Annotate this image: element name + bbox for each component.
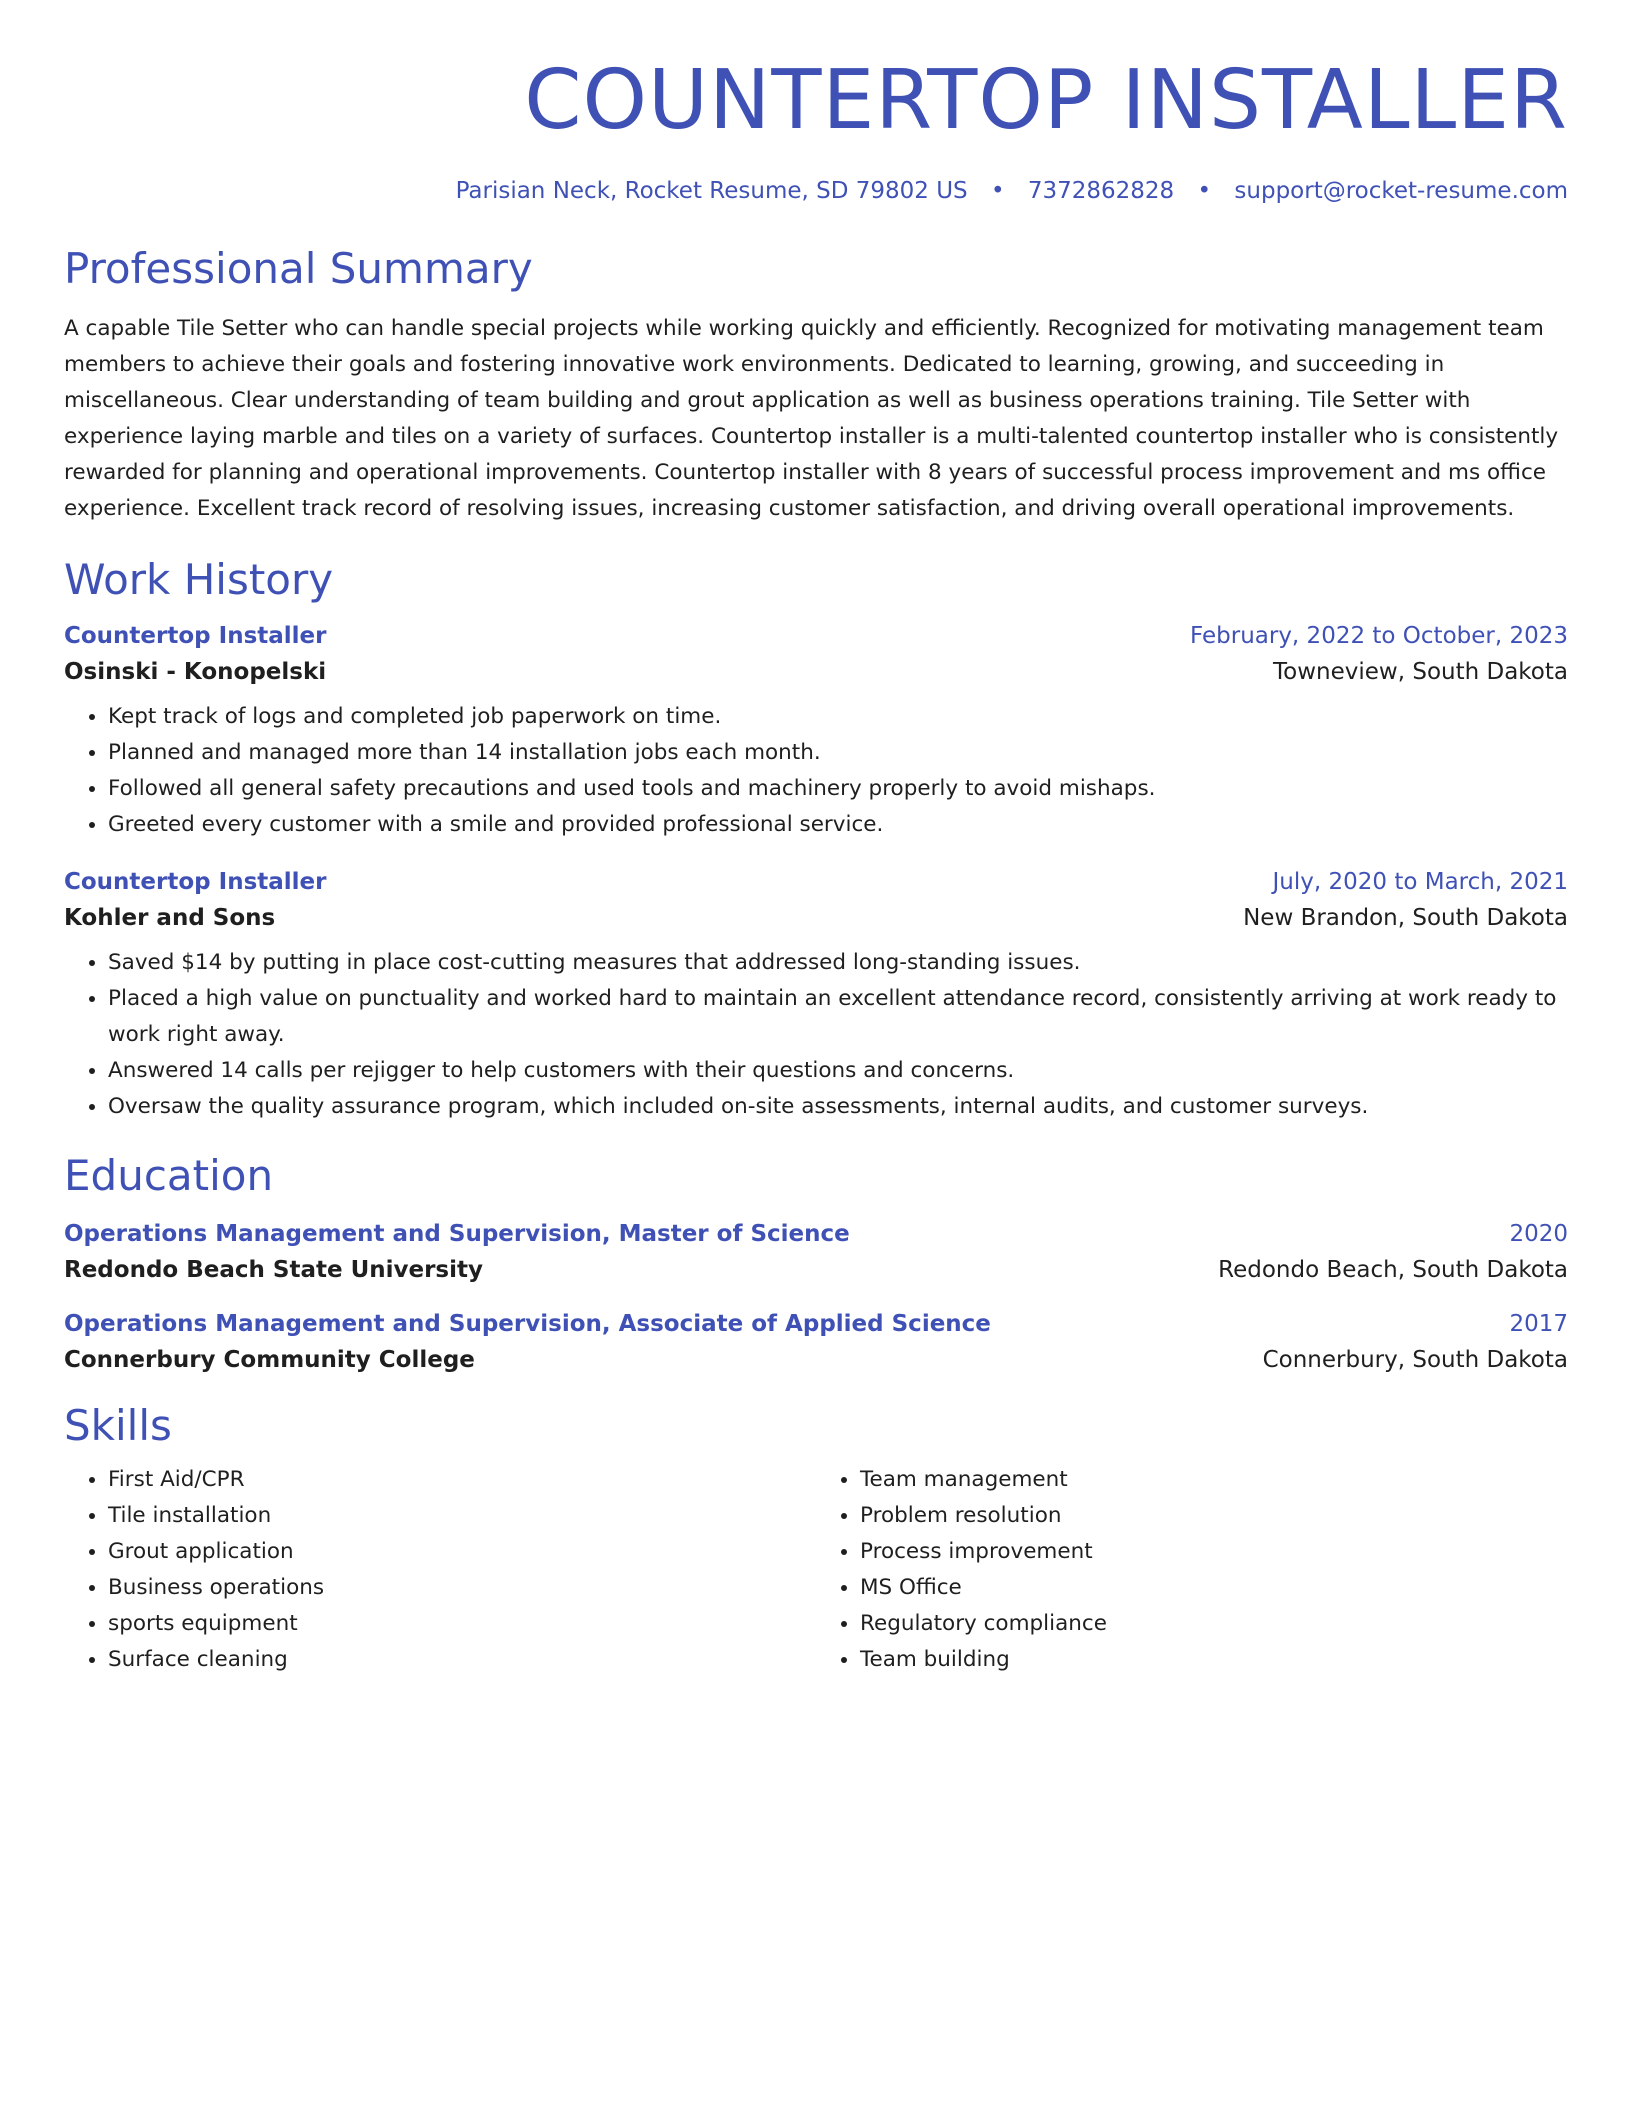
job-bullet: • Followed all general safety precautions and used tools and machinery properly to avoid mishaps. bbox=[108, 771, 1568, 807]
job-entry bbox=[64, 869, 1568, 1125]
job-company-row bbox=[64, 659, 1568, 685]
school-row bbox=[64, 1257, 1568, 1283]
skill-item: • MS Office bbox=[860, 1570, 1568, 1606]
job-dates: February, 2022 to October, 2023 bbox=[1190, 622, 1568, 649]
job-title: Countertop Installer bbox=[64, 868, 327, 895]
contact-separator: • bbox=[1197, 178, 1212, 205]
skill-item: • Regulatory compliance bbox=[860, 1606, 1568, 1642]
degree-title: Operations Management and Supervision, Master of Science bbox=[64, 1221, 850, 1248]
education-section bbox=[64, 1151, 1568, 1373]
job-location: Towneview, South Dakota bbox=[1273, 658, 1568, 685]
skills-heading: Skills bbox=[64, 1401, 172, 1451]
skills-list-right bbox=[816, 1462, 1568, 1678]
job-location: New Brandon, South Dakota bbox=[1243, 904, 1568, 931]
summary-section bbox=[64, 244, 1568, 526]
degree-title: Operations Management and Supervision, Associate of Applied Science bbox=[64, 1311, 991, 1338]
job-bullet: • Kept track of logs and completed job paperwork on time. bbox=[108, 699, 1568, 735]
summary-text: A capable Tile Setter who can handle special projects while working quickly and efficiently. Recognized for motivating management team members to achieve their goals and fostering innovative work environments. Dedicated to learning, growing, and succeeding in miscellaneous. Clear understanding of team building and grout application as well as business operations training. Tile Setter with experience laying marble and tiles on a variety of surfaces. Countertop installer is a multi-talented countertop installer who is consistently rewarded for planning and operational improvements. Countertop installer with 8 years of successful process improvement and ms office experience. Excellent track record of resolving issues, increasing customer satisfaction, and driving overall operational improvements. bbox=[64, 315, 1559, 521]
skills-list-left bbox=[64, 1462, 816, 1678]
job-entry bbox=[64, 623, 1568, 843]
education-entry bbox=[64, 1311, 1568, 1373]
degree-row bbox=[64, 1221, 1568, 1247]
school-location: Connerbury, South Dakota bbox=[1262, 1347, 1568, 1374]
degree-row bbox=[64, 1311, 1568, 1337]
work-history-section bbox=[64, 555, 1568, 1125]
job-bullet: • Placed a high value on punctuality and worked hard to maintain an excellent attendance record, consistently arriving at work ready to work right away. bbox=[108, 981, 1568, 1053]
job-bullet: • Greeted every customer with a smile and provided professional service. bbox=[108, 807, 1568, 843]
degree-year: 2020 bbox=[1509, 1221, 1568, 1248]
contact-address: Parisian Neck, Rocket Resume, SD 79802 US bbox=[455, 178, 968, 205]
resume-header bbox=[64, 53, 1568, 205]
school-name: Connerbury Community College bbox=[64, 1347, 475, 1374]
skill-item: • sports equipment bbox=[108, 1606, 816, 1642]
skill-item: • Tile installation bbox=[108, 1498, 816, 1534]
skills-section bbox=[64, 1401, 1568, 1677]
skill-item: • Team management bbox=[860, 1462, 1568, 1498]
summary-heading: Professional Summary bbox=[64, 244, 533, 294]
education-heading: Education bbox=[64, 1150, 274, 1200]
contact-email[interactable]: support@rocket-resume.com bbox=[1234, 178, 1568, 205]
skill-item: • Surface cleaning bbox=[108, 1642, 816, 1678]
skill-item: • Process improvement bbox=[860, 1534, 1568, 1570]
job-company-row bbox=[64, 905, 1568, 931]
job-title: Countertop Installer bbox=[64, 622, 327, 649]
candidate-name: COUNTERTOP INSTALLER bbox=[524, 53, 1568, 148]
job-bullets bbox=[64, 945, 1568, 1125]
skills-grid bbox=[64, 1462, 1568, 1678]
job-dates: July, 2020 to March, 2021 bbox=[1272, 868, 1568, 895]
job-company: Osinski - Konopelski bbox=[64, 658, 327, 685]
job-bullets bbox=[64, 699, 1568, 843]
job-company: Kohler and Sons bbox=[64, 904, 276, 931]
degree-year: 2017 bbox=[1509, 1311, 1568, 1338]
job-bullet: • Saved $14 by putting in place cost-cutting measures that addressed long-standing issues. bbox=[108, 945, 1568, 981]
contact-line bbox=[64, 178, 1568, 204]
skill-item: • Grout application bbox=[108, 1534, 816, 1570]
job-bullet: • Answered 14 calls per rejigger to help customers with their questions and concerns. bbox=[108, 1053, 1568, 1089]
school-name: Redondo Beach State University bbox=[64, 1257, 483, 1284]
school-row bbox=[64, 1347, 1568, 1373]
school-location: Redondo Beach, South Dakota bbox=[1218, 1257, 1568, 1284]
job-title-row bbox=[64, 869, 1568, 895]
contact-phone: 7372862828 bbox=[1027, 178, 1175, 205]
skill-item: • First Aid/CPR bbox=[108, 1462, 816, 1498]
contact-separator: • bbox=[990, 178, 1005, 205]
skill-item: • Business operations bbox=[108, 1570, 816, 1606]
job-title-row bbox=[64, 623, 1568, 649]
skill-item: • Team building bbox=[860, 1642, 1568, 1678]
job-bullet: • Oversaw the quality assurance program, which included on-site assessments, internal audits, and customer surveys. bbox=[108, 1089, 1568, 1125]
skill-item: • Problem resolution bbox=[860, 1498, 1568, 1534]
education-entry bbox=[64, 1221, 1568, 1283]
job-bullet: • Planned and managed more than 14 installation jobs each month. bbox=[108, 735, 1568, 771]
work-history-heading: Work History bbox=[64, 554, 334, 604]
